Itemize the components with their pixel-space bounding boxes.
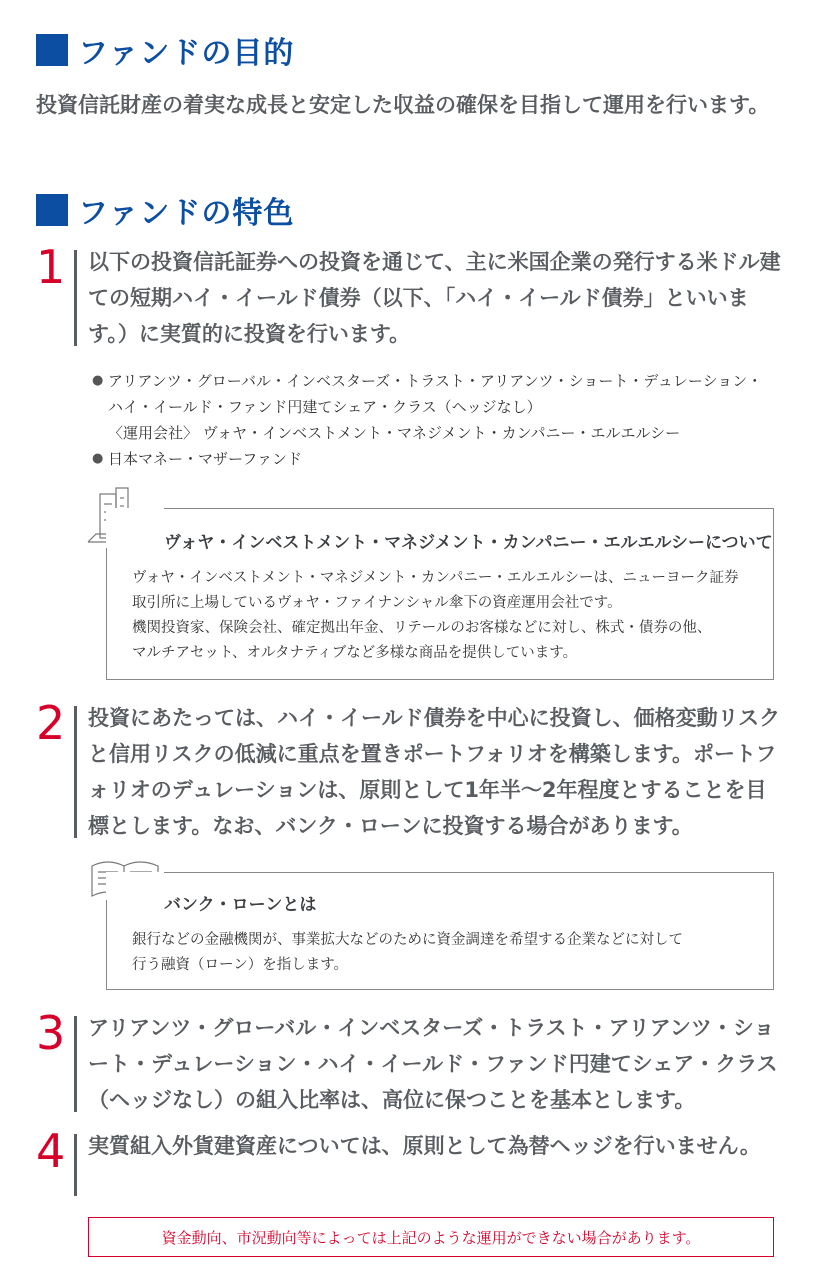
feature-item-1 xyxy=(36,240,786,352)
feature-divider xyxy=(74,1016,77,1112)
fund-manager: 〈運用会社〉 ヴォヤ・インベストメント・マネジメント・カンパニー・エルエルシー xyxy=(108,424,681,442)
feature-divider xyxy=(74,1134,77,1196)
info-line: 機関投資家、保険会社、確定拠出年金、リテールのお客様などに対し、株式・債券の他、 xyxy=(132,620,712,636)
feature-item-2 xyxy=(36,696,786,844)
feature-number: 1 xyxy=(36,240,66,294)
fund-list xyxy=(92,368,782,472)
info-box-body xyxy=(132,928,683,978)
list-item xyxy=(92,446,782,472)
fund-name-continued: ハイ・イールド・ファンド円建てシェア・クラス（ヘッジなし） xyxy=(108,398,542,416)
info-box-title: バンク・ローンとは xyxy=(164,895,317,915)
section-heading-features xyxy=(36,188,294,232)
feature-number: 2 xyxy=(36,696,66,750)
info-box-body xyxy=(132,566,738,666)
fund-name: 日本マネー・マザーファンド xyxy=(108,450,302,468)
info-line: 銀行などの金融機関が、事業拡大などのために資金調達を希望する企業などに対して xyxy=(132,932,683,948)
info-line: ヴォヤ・インベストメント・マネジメント・カンパニー・エルエルシーは、ニューヨーク証券 xyxy=(132,570,739,586)
info-box-title: ヴォヤ・インベストメント・マネジメント・カンパニー・エルエルシーについて xyxy=(164,533,773,553)
feature-divider xyxy=(74,706,77,838)
box-top-rule xyxy=(164,508,773,509)
feature-number: 3 xyxy=(36,1006,66,1060)
bullet-icon: ● xyxy=(92,373,104,388)
list-item xyxy=(92,368,782,394)
section-heading-purpose xyxy=(36,28,294,72)
feature-number: 4 xyxy=(36,1124,66,1178)
feature-text: 投資にあたっては、ハイ・イールド債券を中心に投資し、価格変動リスクと信用リスクの低減に重点を置きポートフォリオを構築します。ポートフォリオのデュレーションは、原則として1年半〜2年程度とすることを目標とします。なお、バンク・ローンに投資する場合があります。 xyxy=(88,706,781,838)
feature-item-3 xyxy=(36,1006,786,1118)
purpose-text: 投資信託財産の着実な成長と安定した収益の確保を目指して運用を行います。 xyxy=(36,93,770,117)
box-left-rule xyxy=(106,900,107,989)
info-line: 取引所に上場しているヴォヤ・ファイナンシャル傘下の資産運用会社です。 xyxy=(132,595,622,611)
info-line: マルチアセット、オルタナティブなど多様な商品を提供しています。 xyxy=(132,645,578,661)
notice-text: 資金動向、市況動向等によっては上記のような運用ができない場合があります。 xyxy=(161,1228,701,1247)
heading-title: ファンドの目的 xyxy=(78,36,295,71)
feature-text: アリアンツ・グローバル・インベスターズ・トラスト・アリアンツ・ショート・デュレーション・ハイ・イールド・ファンド円建てシェア・クラス（ヘッジなし）の組入比率は、高位に保つことを基本とします。 xyxy=(88,1016,778,1112)
notice-box xyxy=(88,1217,774,1257)
heading-title: ファンドの特色 xyxy=(78,196,295,231)
info-box-bank-loan xyxy=(106,872,774,990)
feature-text: 実質組入外貨建資産については、原則として為替ヘッジを行いません。 xyxy=(88,1134,761,1158)
bullet-icon: ● xyxy=(92,451,104,466)
feature-divider xyxy=(74,250,77,346)
box-left-rule xyxy=(106,548,107,679)
info-line: 行う融資（ローン）を指します。 xyxy=(132,957,349,973)
heading-square-icon xyxy=(36,194,68,226)
feature-text: 以下の投資信託証券への投資を通じて、主に米国企業の発行する米ドル建ての短期ハイ・イールド債券（以下、「ハイ・イールド債券」といいます。）に実質的に投資を行います。 xyxy=(88,250,781,346)
feature-item-4 xyxy=(36,1124,786,1178)
heading-square-icon xyxy=(36,34,68,66)
info-box-voya xyxy=(106,508,774,680)
box-top-rule xyxy=(164,872,773,873)
fund-name: アリアンツ・グローバル・インベスターズ・トラスト・アリアンツ・ショート・デュレーション・ xyxy=(108,372,763,390)
